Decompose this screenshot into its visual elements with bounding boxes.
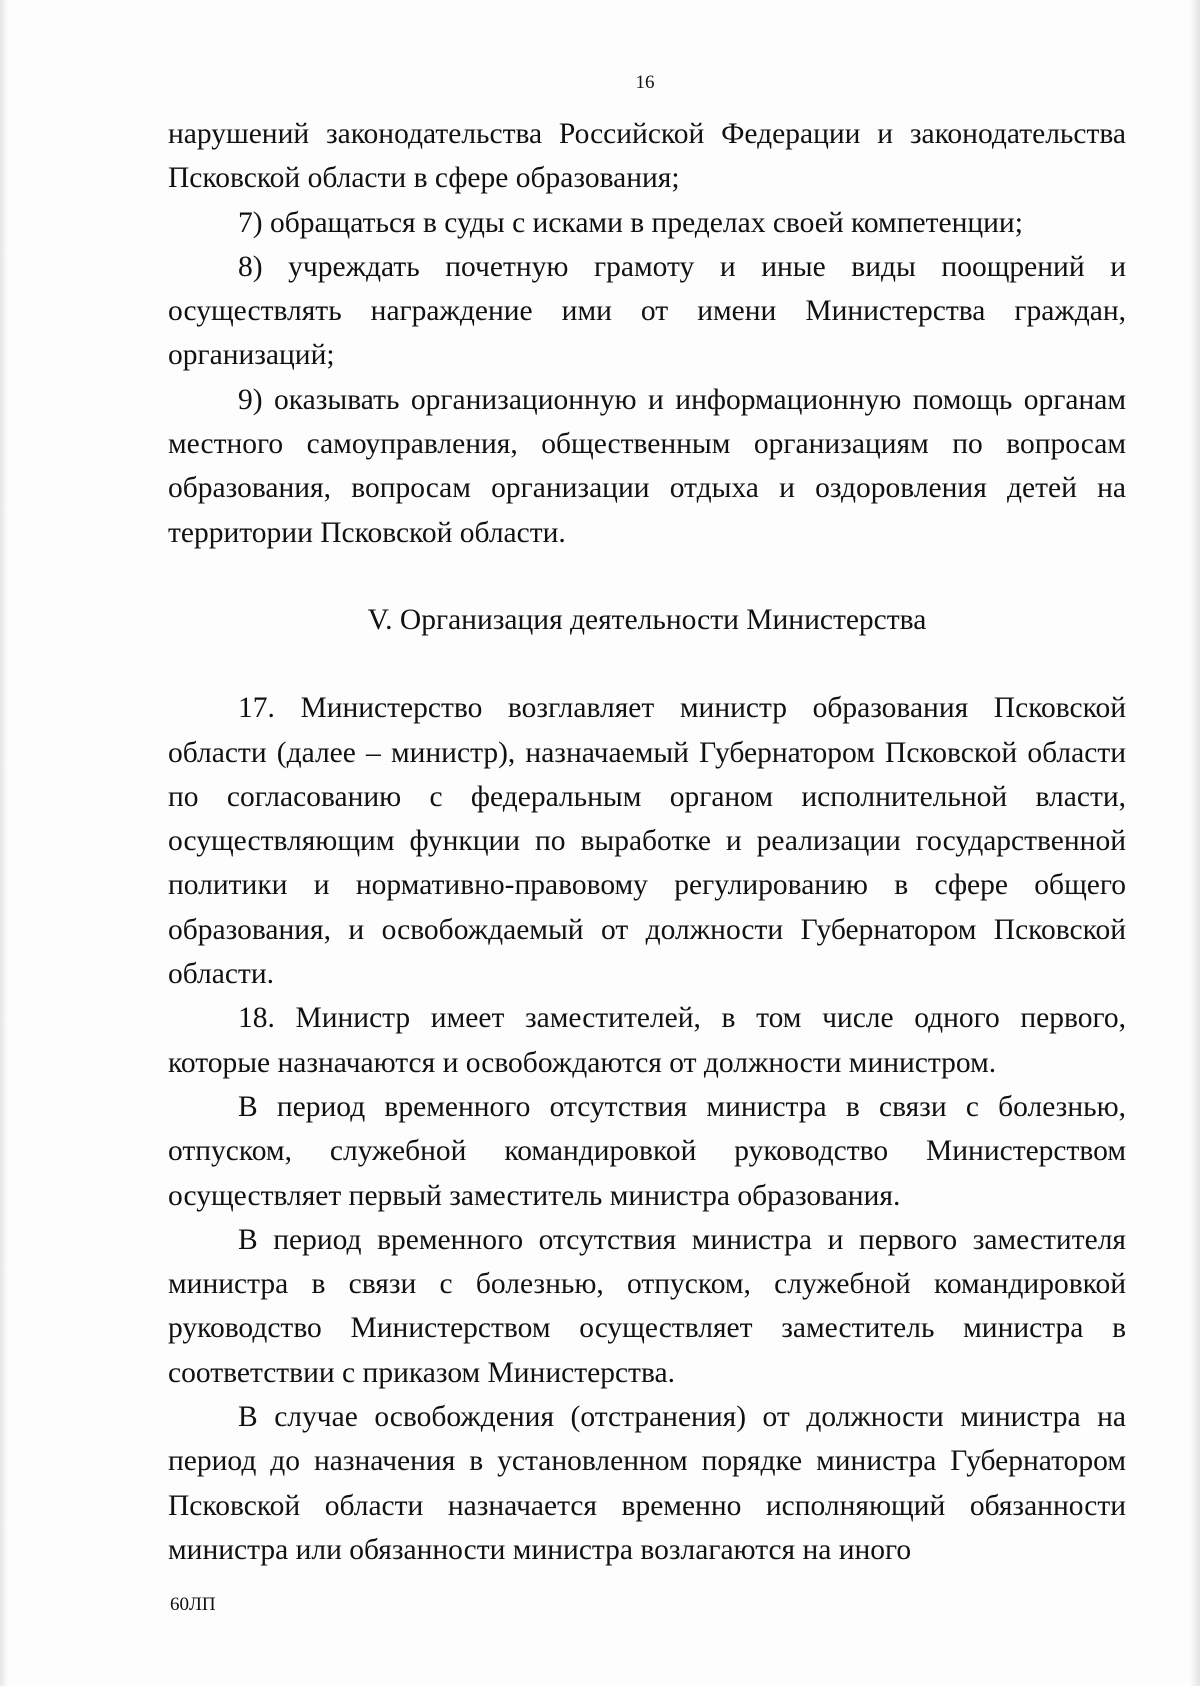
document-body [168,112,1126,1572]
paragraph-violations: нарушений законодательства Российской Федерации и законодательства Псковской области в сфере образования; [168,118,1126,195]
page-number: 16 [635,72,655,93]
scan-edge-right [1190,0,1200,1686]
paragraph-absence-deputy: В период временного отсутствия министра и первого заместителя министра в связи с болезнью, отпуском, служебной командировкой руководство Министерством осуществляет заместитель министра в соответствии с приказом Министерства. [168,1223,1126,1389]
paragraph-clause-18: 18. Министр имеет заместителей, в том числе одного первого, которые назначаются и освобождаются от должности министром. [168,1002,1126,1079]
paragraph-item-9: 9) оказывать организационную и информационную помощь органам местного самоуправления, общественным организациям по вопросам образования, вопросам организации отдыха и оздоровления детей на территории Псковской области. [168,383,1126,549]
paragraph-absence-first-deputy: В период временного отсутствия министра в связи с болезнью, отпуском, служебной командировкой руководство Министерством осуществляет первый заместитель министра образования. [168,1090,1126,1212]
section-heading: V. Организация деятельности Министерства [367,603,927,636]
scan-edge-left [0,0,8,1686]
paragraph-item-7: 7) обращаться в суды с исками в пределах своей компетенции; [238,206,1023,239]
paragraph-dismissal: В случае освобождения (отстранения) от должности министра на период до назначения в установленном порядке министра Губернатором Псковской области назначается временно исполняющий обязанности министра или обязанности министра возлагаются на иного [168,1401,1126,1566]
paragraph-item-8: 8) учреждать почетную грамоту и иные виды поощрений и осуществлять награждение ими от имени Министерства граждан, организаций; [168,250,1126,372]
paragraph-clause-17: 17. Министерство возглавляет министр образования Псковской области (далее – министр), назначаемый Губернатором Псковской области по согласованию с федеральным органом исполнительной власти, осуществляющим функции по выработке и реализации государственной политики и нормативно-правовому регулированию в сфере общего образования, и освобождаемый от должности Губернатором Псковской области. [168,692,1126,991]
footer-code: 60ЛП [170,1594,216,1615]
